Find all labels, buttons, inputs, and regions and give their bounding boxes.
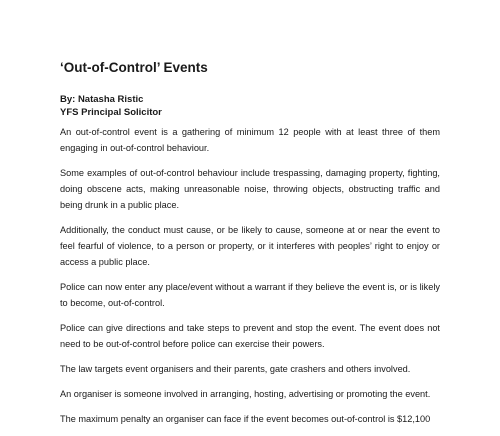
author-role: YFS Principal Solicitor (60, 107, 162, 118)
author-block (60, 93, 162, 119)
paragraph: Police can give directions and take steps to prevent and stop the event. The event does not need to be out-of-control before police can exercise their powers. (60, 323, 440, 349)
document-body (60, 124, 440, 436)
paragraph: An out-of-control event is a gathering of minimum 12 people with at least three of them engaging in out-of-control behaviour. (60, 127, 440, 153)
paragraph: An organiser is someone involved in arranging, hosting, advertising or promoting the event. (60, 389, 431, 399)
paragraph: Some examples of out-of-control behaviour include trespassing, damaging property, fighting, doing obscene acts, making unreasonable noise, throwing objects, obstructing traffic and being drunk in a public place. (60, 168, 440, 210)
paragraph: The law targets event organisers and their parents, gate crashers and others involved. (60, 364, 411, 374)
document-title: ‘Out-of-Control’ Events (60, 60, 208, 75)
author-name: By: Natasha Ristic (60, 94, 144, 105)
paragraph: Police can now enter any place/event without a warrant if they believe the event is, or is likely to become, out-of-control. (60, 282, 440, 308)
document-page (60, 0, 440, 424)
paragraph: Additionally, the conduct must cause, or be likely to cause, someone at or near the event to feel fearful of violence, to a person or property, or it interferes with peoples’ right to enjoy or access a public place. (60, 225, 440, 267)
paragraph: The maximum penalty an organiser can face if the event becomes out-of-control is $12,100 (60, 414, 431, 424)
